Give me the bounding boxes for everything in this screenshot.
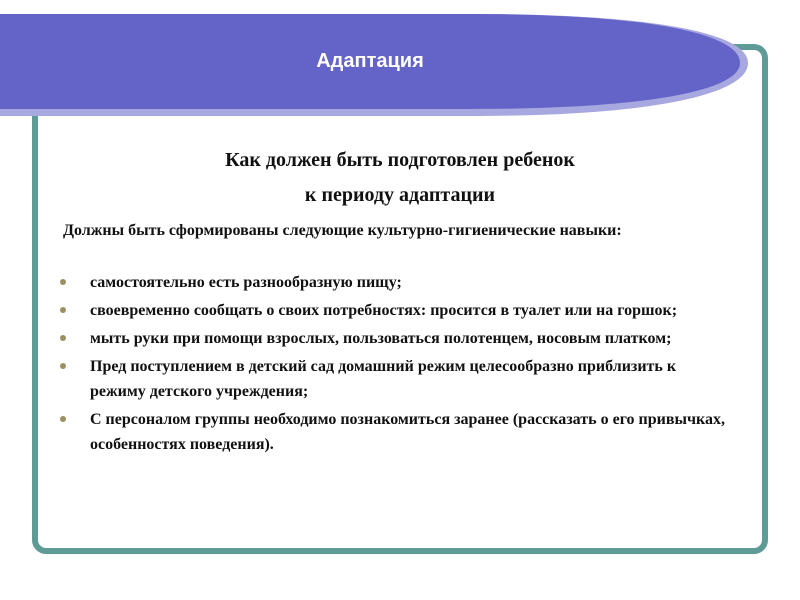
slide-title: Адаптация (316, 50, 424, 72)
bullet-item (0, 407, 735, 457)
bullet-dot-icon (60, 416, 66, 422)
bullet-dot-icon (60, 363, 66, 369)
bullet-dot-icon (60, 335, 66, 341)
bullet-item (0, 298, 735, 323)
bullet-text: Пред поступлением в детский сад домашний режим целесообразно приблизить к режиму детского учреждения; (90, 358, 677, 400)
bullet-text: своевременно сообщать о своих потребностях: просится в туалет или на горшок; (90, 302, 678, 319)
intro-text: Должны быть сформированы следующие культурно-гигиенические навыки: (63, 222, 622, 239)
heading-line-1: Как должен быть подготовлен ребенок (225, 149, 575, 171)
bullet-text: мыть руки при помощи взрослых, пользоваться полотенцем, носовым платком; (90, 330, 672, 347)
bullet-item (0, 270, 735, 295)
bullet-item (0, 354, 735, 404)
bullet-dot-icon (60, 279, 66, 285)
bullet-text: С персоналом группы необходимо познакомиться заранее (рассказать о его привычках, особенностях поведения). (90, 411, 726, 453)
heading-line-2: к периоду адаптации (304, 184, 496, 206)
bullet-text: самостоятельно есть разнообразную пищу; (90, 274, 402, 291)
bullet-list (0, 270, 800, 460)
bullet-dot-icon (60, 307, 66, 313)
bullet-item (0, 326, 735, 351)
